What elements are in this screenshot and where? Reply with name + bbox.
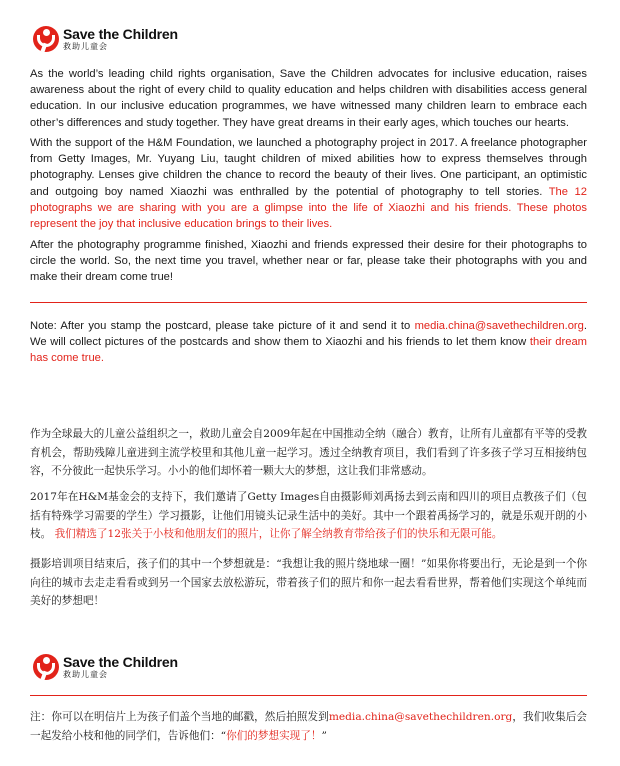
- english-paragraph-3: After the photography programme finished, Xiaozhi and friends expressed their desire for their photographs to circle the world. So, the next time you travel, whether near or far, please take their photographs with you and make their dream come true!: [30, 239, 587, 284]
- chinese-email-link[interactable]: media.china@savethechildren.org: [328, 711, 513, 723]
- save-the-children-logo-icon: [33, 26, 59, 52]
- note-highlight: their dream has come true.: [30, 336, 587, 365]
- highlight-text: The 12 photographs we are sharing with you are a glimpse into the life of Xiaozhi and his friends. These photos represent the joy that inclusive education brings to their lives.: [30, 185, 588, 231]
- chinese-paragraph-3: 摄影培训项目结束后，孩子们的其中一个梦想就是：“我想让我的照片绕地球一圈！”如果你将要出行，无论是到一个你向往的城市去走走看看或到另一个国家去放松游玩，带着孩子们的照片和你一起去看看世界，帮着他们实现这个单纯而美好的梦想吧！: [30, 558, 587, 607]
- chinese-note: 注：你可以在明信片上为孩子们盖个当地的邮戳，然后拍照发到media.china@savethechildren.org，我们收集后会一起发给小枝和他的同学们，告诉他们：“你们的梦想实现了！”: [30, 711, 588, 742]
- chinese-note-highlight: 你们的梦想实现了！: [226, 729, 322, 742]
- logo-name: Save the Children: [63, 654, 178, 670]
- divider-1: [30, 302, 587, 303]
- logo-top: [33, 26, 178, 52]
- chinese-paragraph-2: 2017年在H&M基金会的支持下，我们邀请了Getty Images自由摄影师刘禹扬去到云南和四川的项目点教孩子们（包括有特殊学习需要的学生）学习摄影，让他们用镜头记录生活中的美好。其中一个跟着禹扬学习的，就是乐观开朗的小枝。 我们精选了12张关于小枝和他朋友们的照片，让你了解全纳教育带给孩子们的快乐和无限可能。: [30, 491, 587, 540]
- english-paragraph-2: With the support of the H&M Foundation, we launched a photography project in 2017. A freelance photographer from Getty Images, Mr. Yuyang Liu, taught children of mixed abilities how to express themselves through photography. Lenses give children the chance to record the beauty of their lives. One participant, an optimistic and outgoing boy named Xiaozhi was enthralled by the potential of photography to tell stories. The 12 photographs we are sharing with you are a glimpse into the life of Xiaozhi and his friends. These photos represent the joy that inclusive education brings to their lives.: [30, 137, 588, 231]
- english-paragraph-1: As the world’s leading child rights organisation, Save the Children advocates for inclusive education, raises awareness about the right of every child to quality education and helps children with disabilities access general education. In our inclusive education programmes, we have witnessed many children learn to embrace each other’s differences and study together. They have great dreams in their early ages, which touches our hearts.: [30, 68, 587, 129]
- chinese-paragraph-1: 作为全球最大的儿童公益组织之一，救助儿童会自2009年起在中国推动全纳（融合）教育，让所有儿童都有平等的受教育机会，帮助残障儿童进到主流学校里和其他儿童一起学习。透过全纳教育项目，我们看到了许多孩子学习互相接纳包容，不分彼此一起快乐学习。小小的他们却怀着一颗大大的梦想，这让我们非常感动。: [30, 428, 587, 477]
- email-link[interactable]: media.china@savethechildren.org: [414, 320, 584, 332]
- logo-chinese-name: 救助儿童会: [63, 42, 108, 51]
- logo-bottom: [33, 654, 178, 680]
- save-the-children-logo-icon: [33, 654, 59, 680]
- logo-chinese-name: 救助儿童会: [63, 670, 108, 679]
- chinese-highlight-text: 我们精选了12张关于小枝和他朋友们的照片，让你了解全纳教育带给孩子们的快乐和无限可能。: [54, 528, 503, 540]
- english-note: Note: After you stamp the postcard, please take picture of it and send it to media.china@savethechildren.org. We will collect pictures of the postcards and show them to Xiaozhi and his friends to let them know their dream has come true.: [30, 320, 587, 365]
- logo-name: Save the Children: [63, 26, 178, 42]
- divider-2: [30, 695, 587, 696]
